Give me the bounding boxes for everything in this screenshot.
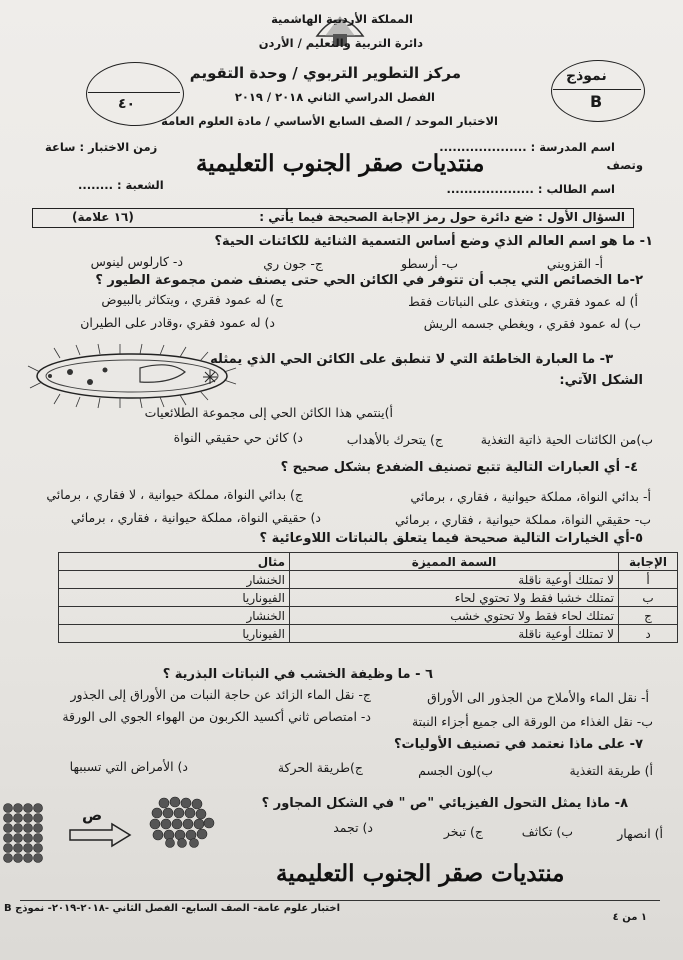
header-center: مركز التطوير التربوي / وحدة التقويم — [189, 64, 461, 82]
q7-option-c[interactable]: ج)طريقة الحركة — [277, 760, 363, 775]
q1-option-d[interactable]: د- كارلوس لينوس — [90, 254, 183, 269]
q1-option-a[interactable]: أ- القزويني — [546, 256, 603, 271]
q2-option-a[interactable]: أ) له عمود فقري ، ويتغذى على النباتات فقط — [408, 294, 638, 309]
student-field: اسم الطالب : .................... — [446, 182, 615, 196]
header-kingdom: المملكة الأردنية الهاشمية — [271, 12, 413, 26]
q6-option-a[interactable]: أ- نقل الماء والأملاح من الجذور الى الأوراق — [427, 690, 649, 705]
particles-solid-figure — [2, 802, 48, 864]
q6-option-b[interactable]: ب- نقل الغذاء من الورقة الى جميع أجزاء النبتة — [411, 714, 653, 729]
table-header-answer: الإجابة — [619, 553, 678, 571]
section-field: الشعبة : ........ — [78, 178, 164, 192]
score-value: ٤٠ — [118, 96, 136, 112]
row-b-feature: تمتلك خشبا فقط ولا تحتوي لحاء — [290, 589, 619, 607]
q8-option-d[interactable]: د) تجمد — [333, 820, 373, 835]
q8-option-b[interactable]: ب) تكاثف — [521, 824, 573, 839]
q3-option-c[interactable]: ج) يتحرك بالأهداب — [346, 432, 443, 447]
watermark-top: منتديات صقر الجنوب التعليمية — [196, 150, 485, 177]
row-a-feature: لا تمتلك أوعية ناقلة — [290, 571, 619, 589]
q2-option-b[interactable]: ب) له عمود فقري ، ويغطي جسمه الريش — [423, 316, 641, 331]
table-row[interactable] — [59, 607, 678, 625]
row-d-letter: د — [619, 625, 678, 643]
q7-text: ٧- على ماذا نعتمد في تصنيف الأوليات؟ — [394, 737, 643, 752]
paramecium-figure — [20, 342, 250, 414]
score-divider — [88, 92, 180, 93]
arrow-label: ص — [82, 806, 103, 824]
table-header-feature: السمة المميزة — [290, 553, 619, 571]
row-d-example: الفيوناريا — [59, 625, 290, 643]
arrow-icon — [68, 822, 132, 848]
q5-text: ٥-أي الخيارات التالية صحيحة فيما يتعلق بالنباتات اللاوعائية ؟ — [259, 531, 643, 546]
q5-table — [58, 552, 678, 643]
q7-option-b[interactable]: ب)لون الجسم — [418, 763, 493, 778]
q1-option-c[interactable]: ج- جون ري — [263, 256, 323, 271]
row-b-example: الفيوناريا — [59, 589, 290, 607]
model-letter: B — [590, 92, 603, 111]
q6-option-d[interactable]: د- امتصاص ثاني أكسيد الكربون من الهواء الجوي الى الورقة — [62, 709, 371, 724]
q2-option-c[interactable]: ج) له عمود فقري ، ويتكاثر بالبيوض — [101, 292, 283, 307]
q4-option-d[interactable]: د) حقيقي النواة، مملكة حيوانية ، فقاري ، برمائي — [70, 510, 321, 525]
q8-option-c[interactable]: ج) تبخر — [443, 824, 483, 839]
q6-option-c[interactable]: ج- نقل الماء الزائد عن حاجة النبات من الأوراق إلى الجذور — [70, 687, 371, 702]
q4-option-b[interactable]: ب- حقيقي النواة، مملكة حيوانية ، فقاري ، برمائي — [394, 512, 651, 527]
q3-option-b[interactable]: ب)من الكائنات الحية ذاتية التغذية — [480, 432, 653, 447]
q2-option-d[interactable]: د) له عمود فقري ،وقادر على الطيران — [80, 315, 275, 330]
q4-text: ٤- أي العبارات التالية تتبع تصنيف الضفدع بشكل صحيح ؟ — [280, 460, 638, 475]
header-exam: الاختبار الموحد / الصف السابع الأساسي / مادة العلوم العامة — [161, 114, 498, 128]
row-c-letter: ج — [619, 607, 678, 625]
q7-option-a[interactable]: أ) طريقة التغذية — [569, 763, 653, 778]
q4-option-c[interactable]: ج) بدائي النواة، مملكة حيوانية ، لا فقاري ، برمائي — [46, 487, 303, 502]
q3-option-d[interactable]: د) كائن حي حقيقي النواة — [173, 430, 303, 445]
row-b-letter: ب — [619, 589, 678, 607]
row-d-feature: لا تمتلك أوعية ناقلة — [290, 625, 619, 643]
score-circle — [86, 62, 184, 126]
footer-page-number: ١ من ٤ — [612, 912, 647, 923]
q8-text: ٨- ماذا يمثل التحول الفيزيائي "ص " في الشكل المجاور ؟ — [261, 796, 628, 811]
q8-option-a[interactable]: أ) انصهار — [617, 826, 663, 841]
particles-liquid-figure — [148, 796, 216, 848]
model-label: نموذج — [566, 68, 607, 84]
q7-option-d[interactable]: د) الأمراض التي تسببها — [69, 759, 188, 774]
division-label: وتصف — [606, 158, 643, 172]
q3-text: ٣- ما العبارة الخاطئة التي لا تنطبق على الكائن الحي الذي يمثله — [210, 352, 613, 367]
section1-title: السؤال الأول : ضع دائرة حول رمز الإجابة الصحيحة فيما يأتي : — [259, 210, 625, 224]
q3-option-a[interactable]: أ)ينتمي هذا الكائن الحي إلى مجموعة الطلائعيات — [144, 405, 393, 420]
q1-text: ١- ما هو اسم العالم الذي وضع أساس التسمية الثنائية للكائنات الحية؟ — [214, 234, 653, 249]
header-semester: الفصل الدراسي الثاني ٢٠١٨ / ٢٠١٩ — [234, 90, 435, 104]
q4-option-a[interactable]: أ- بدائي النواة، مملكة حيوانية ، فقاري ، برمائي — [410, 489, 651, 504]
table-row[interactable] — [59, 625, 678, 643]
table-row[interactable] — [59, 589, 678, 607]
duration-label: زمن الاختبار : ساعة — [45, 140, 158, 154]
row-c-feature: تمتلك لحاء فقط ولا تحتوي خشب — [290, 607, 619, 625]
table-row[interactable] — [59, 571, 678, 589]
q6-text: ٦ - ما وظيفة الخشب في النباتات البذرية ؟ — [162, 667, 433, 682]
section1-marks: (١٦ علامة) — [72, 210, 134, 224]
table-header-example: مثال — [59, 553, 290, 571]
footer-left-text: اختبار علوم عامة- الصف السابع- الفصل الثاني -٢٠١٨-٢٠١٩- نموذج B — [4, 903, 340, 914]
footer-divider — [20, 900, 660, 901]
q2-text: ٢-ما الخصائص التي يجب أن تتوفر في الكائن الحي حتى يصنف ضمن مجموعة الطيور ؟ — [95, 273, 643, 288]
model-divider — [553, 89, 641, 90]
row-a-example: الخنشار — [59, 571, 290, 589]
header-directorate: دائرة التربية والتعليم / الأردن — [258, 36, 423, 50]
q3-text-2: الشكل الآتي: — [559, 373, 643, 388]
row-a-letter: أ — [619, 571, 678, 589]
q1-option-b[interactable]: ب- أرسطو — [401, 256, 458, 271]
school-field: اسم المدرسة : .................... — [439, 140, 615, 154]
watermark-bottom: منتديات صقر الجنوب التعليمية — [276, 860, 565, 887]
row-c-example: الخنشار — [59, 607, 290, 625]
